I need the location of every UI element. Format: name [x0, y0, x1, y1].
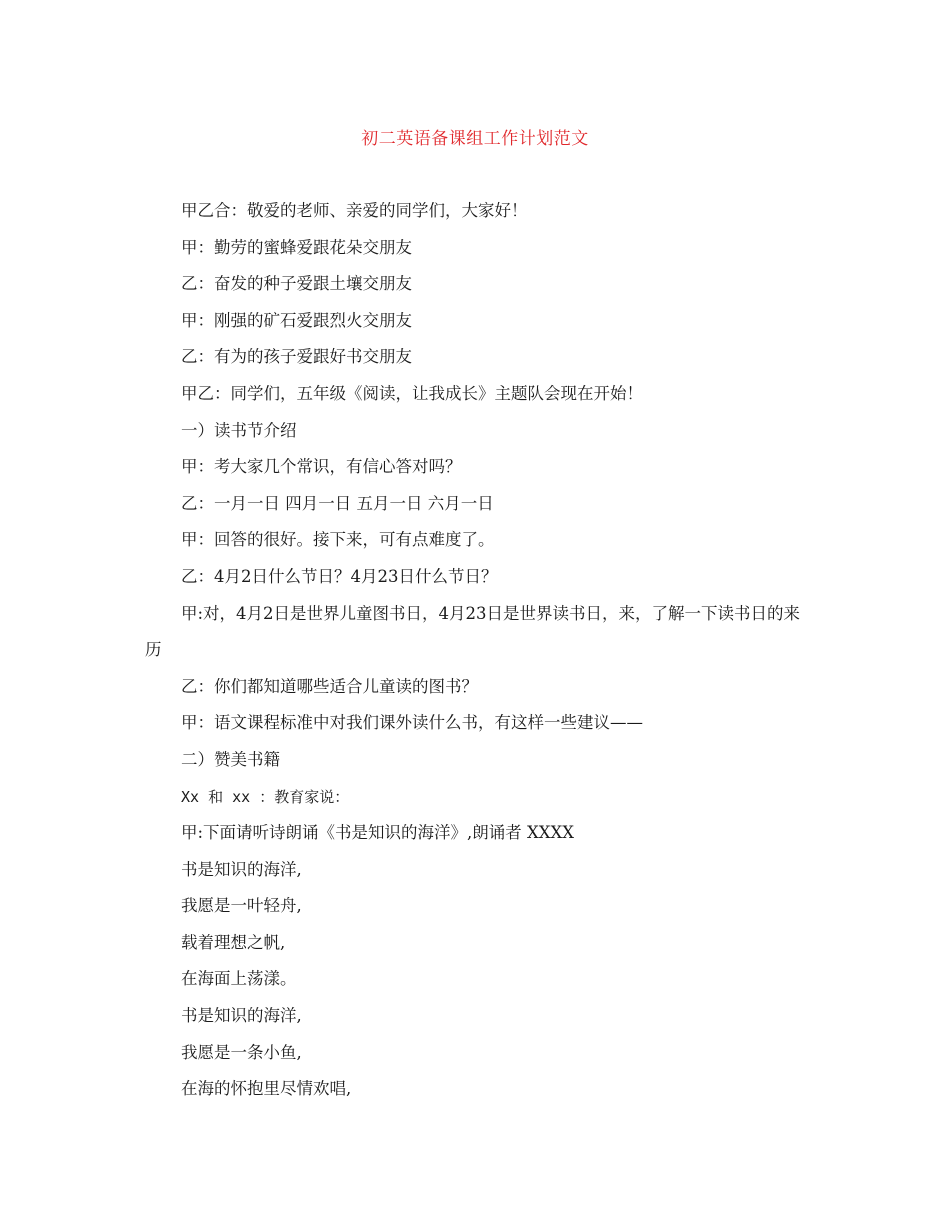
document-title: 初二英语备课组工作计划范文 [361, 129, 589, 149]
paragraph: 甲乙合：敬爱的老师、亲爱的同学们，大家好！ [181, 201, 528, 220]
paragraph: 甲乙：同学们，五年级《阅读，让我成长》主题队会现在开始！ [181, 383, 643, 403]
poem-line: 在海的怀抱里尽情欢唱, [181, 1079, 352, 1099]
poem-line: 书是知识的海洋, [181, 1006, 302, 1026]
paragraph: 乙：奋发的种子爱跟土壤交朋友 [181, 274, 412, 294]
poem-line: 书是知识的海洋, [181, 859, 302, 879]
paragraph: 甲：回答的很好。接下来，可有点难度了。 [181, 530, 495, 550]
poem-line: 在海面上荡漾。 [181, 969, 297, 989]
section-heading: 一）读书节介绍 [181, 420, 297, 440]
paragraph: 甲：语文课程标准中对我们课外读什么书，有这样一些建议—— [181, 713, 643, 733]
paragraph: 甲：刚强的矿石爱跟烈火交朋友 [181, 310, 412, 330]
poem-line: 我愿是一叶轻舟, [181, 896, 302, 916]
paragraph: 甲:下面请听诗朗诵《书是知识的海洋》,朗诵者 XXXX [181, 823, 575, 843]
paragraph: 甲:对，4月2日是世界儿童图书日，4月23日是世界读书日，来，了解一下读书日的来历 [145, 603, 801, 660]
paragraph: 乙：一月一日 四月一日 五月一日 六月一日 [181, 493, 494, 513]
document-body [145, 193, 810, 1108]
paragraph: 甲：考大家几个常识，有信心答对吗？ [181, 457, 462, 477]
paragraph: Xx 和 xx ：教育家说： [181, 787, 350, 806]
poem-line: 载着理想之帆, [181, 932, 286, 952]
paragraph: 乙：你们都知道哪些适合儿童读的图书？ [181, 676, 478, 696]
paragraph: 乙：有为的孩子爱跟好书交朋友 [181, 347, 412, 367]
paragraph: 甲：勤劳的蜜蜂爱跟花朵交朋友 [181, 237, 412, 257]
poem-line: 我愿是一条小鱼, [181, 1042, 302, 1062]
paragraph: 乙：4月2日什么节日？4月23日什么节日？ [181, 566, 498, 586]
section-heading: 二）赞美书籍 [181, 749, 280, 769]
